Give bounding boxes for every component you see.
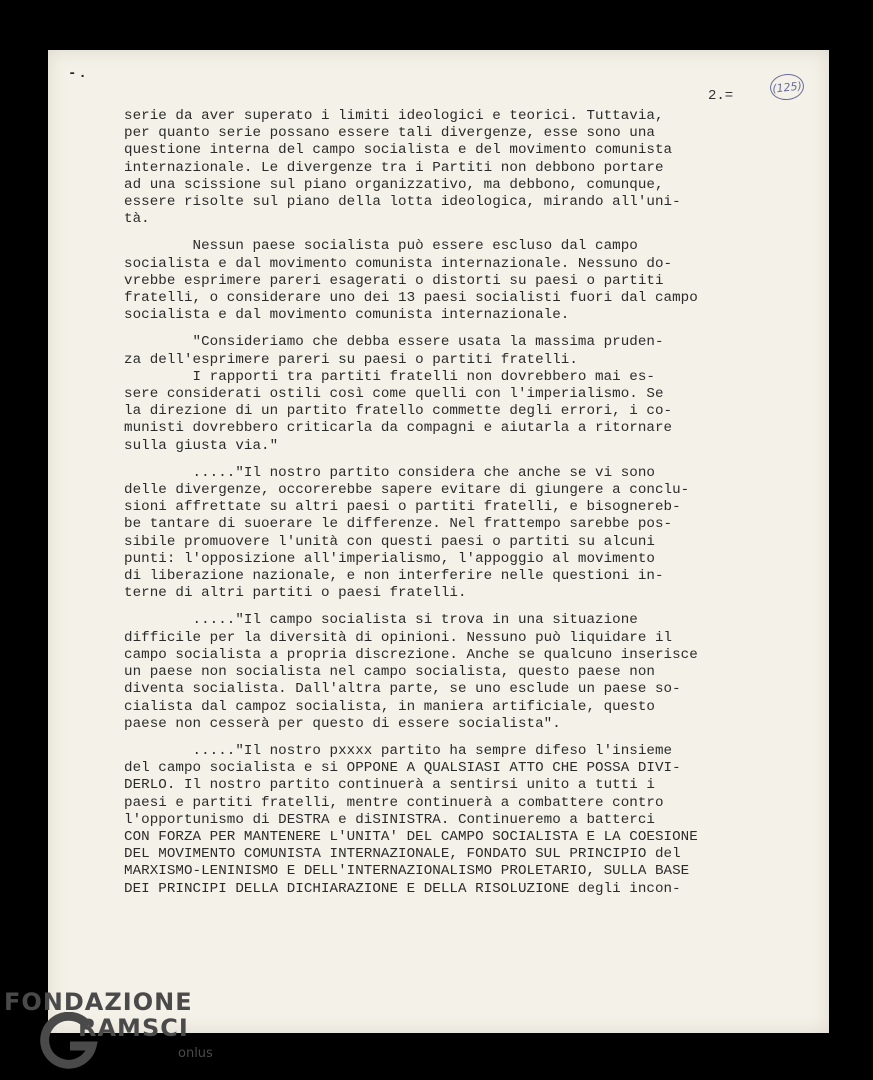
text-line: diventa socialista. Dall'altra parte, se uno esclude un paese so- xyxy=(124,681,681,698)
text-line: DEL MOVIMENTO COMUNISTA INTERNAZIONALE, FONDATO SUL PRINCIPIO del xyxy=(124,846,681,863)
text-line: socialista e dal movimento comunista internazionale. xyxy=(124,307,570,324)
text-line: cialista dal campoz socialista, in maniera artificiale, questo xyxy=(124,698,655,715)
text-line: vrebbe esprimere pareri esagerati o distorti su paesi o partiti xyxy=(124,272,664,289)
text-line: sioni affrettate su altri paesi o partiti fratelli, e bisognereb- xyxy=(124,499,681,516)
paragraph xyxy=(124,334,744,454)
text-line: za dell'esprimere pareri su paesi o partiti fratelli. xyxy=(124,351,578,368)
text-line: DERLO. Il nostro partito continuerà a sentirsi unito a tutti i xyxy=(124,777,655,794)
paragraph xyxy=(124,465,744,603)
text-line: per quanto serie possano essere tali divergenze, esse sono una xyxy=(124,125,655,142)
text-line: punti: l'opposizione all'imperialismo, l'appoggio al movimento xyxy=(124,550,655,567)
text-line: del campo socialista e si OPPONE A QUALSIASI ATTO CHE POSSA DIVI- xyxy=(124,760,681,777)
page-number: 2.= xyxy=(708,88,734,104)
text-line: campo socialista a propria discrezione. Anche se qualcuno inserisce xyxy=(124,646,698,663)
text-line: CON FORZA PER MANTENERE L'UNITA' DEL CAMPO SOCIALISTA E LA COESIONE xyxy=(124,828,698,845)
text-line: essere risolte sul piano della lotta ideologica, mirando all'uni- xyxy=(124,194,681,211)
paragraph xyxy=(124,743,744,898)
text-line: terne di altri partiti o paesi fratelli. xyxy=(124,585,467,602)
paragraph xyxy=(124,108,744,228)
text-line: "Consideriamo che debba essere usata la massima pruden- xyxy=(124,334,664,351)
text-line: internazionale. Le divergenze tra i Partiti non debbono portare xyxy=(124,159,664,176)
text-line: ....."Il nostro partito considera che anche se vi sono xyxy=(124,464,655,481)
text-line: Nessun paese socialista può essere escluso dal campo xyxy=(124,238,638,255)
text-line: paese non cesserà per questo di essere socialista". xyxy=(124,715,561,732)
document-body xyxy=(124,108,744,908)
text-line: MARXISMO-LENINISMO E DELL'INTERNAZIONALISMO PROLETARIO, SULLA BASE xyxy=(124,863,690,880)
text-line: fratelli, o considerare uno dei 13 paesi socialisti fuori dal campo xyxy=(124,290,698,307)
text-line: l'opportunismo di DESTRA e diSINISTRA. Continueremo a batterci xyxy=(124,811,655,828)
text-line: ad una scissione sul piano organizzativo, ma debbono, comunque, xyxy=(124,176,664,193)
fondazione-gramsci-logo xyxy=(4,986,234,1076)
text-line: sulla giusta via." xyxy=(124,437,279,454)
text-line: ....."Il campo socialista si trova in una situazione xyxy=(124,612,638,629)
text-line: un paese non socialista nel campo socialista, questo paese non xyxy=(124,664,655,681)
logo-line1: FONDAZIONE xyxy=(4,988,193,1016)
text-line: serie da aver superato i limiti ideologici e teorici. Tuttavia, xyxy=(124,108,664,124)
text-line: questione interna del campo socialista e del movimento comunista xyxy=(124,142,673,159)
logo-line3: onlus xyxy=(178,1046,213,1061)
text-line: sere considerati ostili così come quelli con l'imperialismo. Se xyxy=(124,386,664,403)
text-line: paesi e partiti fratelli, mentre continuerà a combattere contro xyxy=(124,794,664,811)
text-line: di liberazione nazionale, e non interferire nelle questioni in- xyxy=(124,568,664,585)
paragraph xyxy=(124,612,744,732)
text-line: munisti dovrebbero criticarla da compagni e aiutarla a ritornare xyxy=(124,420,673,437)
text-line: DEI PRINCIPI DELLA DICHIARAZIONE E DELLA RISOLUZIONE degli incon- xyxy=(124,880,681,897)
archive-stamp: (125) xyxy=(769,72,806,101)
text-line: delle divergenze, occorerebbe sapere evitare di giungere a conclu- xyxy=(124,482,690,499)
text-line: sibile promuovere l'unità con questi paesi o partiti su alcuni xyxy=(124,533,655,550)
logo-line2: RAMSCI xyxy=(78,1014,189,1042)
text-line: ....."Il nostro pxxxx partito ha sempre difeso l'insieme xyxy=(124,742,673,759)
text-line: la direzione di un partito fratello commette degli errori, i co- xyxy=(124,403,673,420)
text-line: socialista e dal movimento comunista internazionale. Nessuno do- xyxy=(124,255,673,272)
text-line: be tantare di suoerare le differenze. Nel frattempo sarebbe pos- xyxy=(124,516,673,533)
text-line: I rapporti tra partiti fratelli non dovrebbero mai es- xyxy=(124,368,655,385)
corner-mark: -. xyxy=(68,66,89,82)
text-line: difficile per la diversità di opinioni. Nessuno può liquidare il xyxy=(124,629,673,646)
paragraph xyxy=(124,238,744,324)
text-line: tà. xyxy=(124,211,150,228)
